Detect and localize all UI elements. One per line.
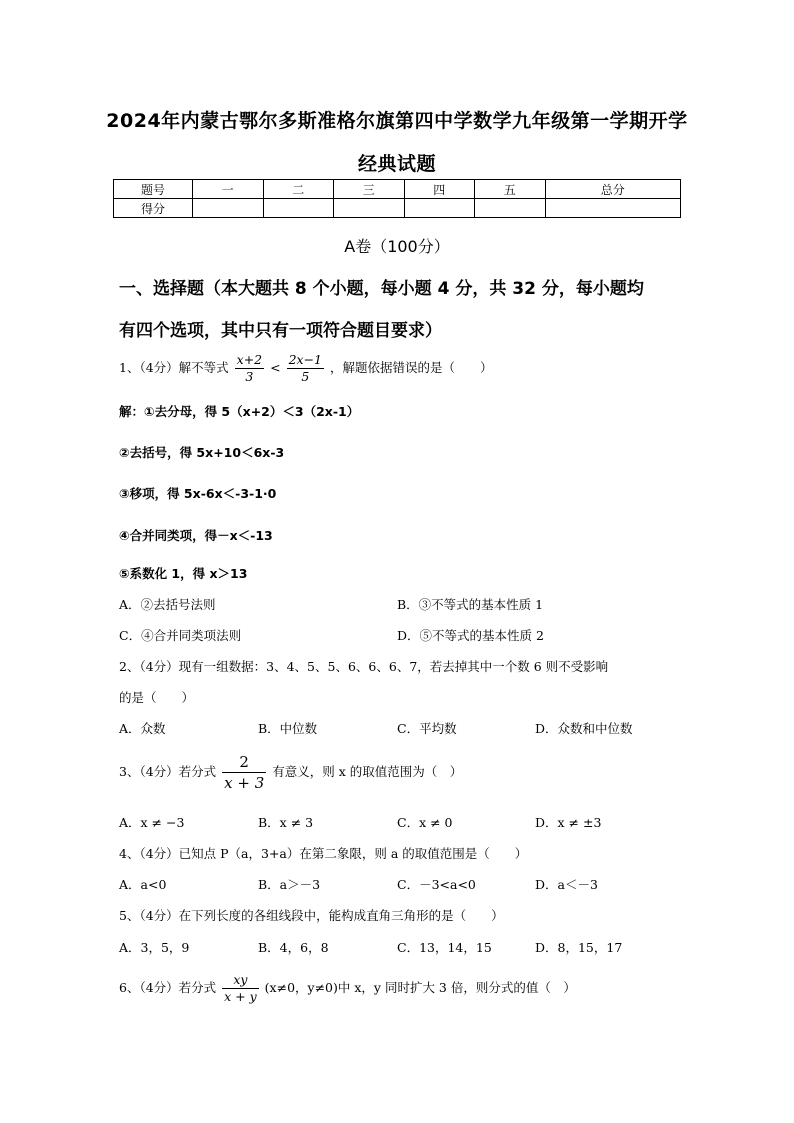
q4-option-c[interactable]: C．－3<a<0 — [397, 877, 476, 892]
q1-fraction-right — [287, 352, 324, 385]
q4-option-b[interactable]: B．a＞－3 — [258, 877, 321, 892]
q1-frac2-denominator: 5 — [301, 369, 310, 384]
q1-step-1: 解：①去分母，得 5（x+2）＜3（2x-1） — [119, 404, 360, 419]
score-header-cell: 五 — [475, 180, 546, 199]
score-cell[interactable] — [545, 199, 681, 218]
q1-suffix: ，解题依据错误的是（ ） — [330, 360, 493, 375]
q6-denominator: x + y — [224, 989, 257, 1004]
score-table — [113, 179, 681, 218]
question-1 — [119, 352, 493, 385]
q3-option-a[interactable]: A．x ≠ −3 — [119, 815, 185, 830]
score-header-cell: 二 — [263, 180, 334, 199]
q1-frac1-numerator: x+2 — [236, 352, 263, 367]
q3-suffix: 有意义，则 x 的取值范围为（ ） — [272, 764, 463, 779]
score-cell[interactable] — [334, 199, 405, 218]
part-header-line1: 一、选择题（本大题共 8 个小题，每小题 4 分，共 32 分，每小题均 — [119, 279, 644, 299]
q6-suffix: (x≠0，y≠0)中 x，y 同时扩大 3 倍，则分式的值（ ） — [264, 980, 576, 995]
q3-prefix: 3、（4分）若分式 — [119, 764, 217, 779]
score-header-cell: 四 — [404, 180, 475, 199]
question-3 — [119, 752, 462, 793]
score-cell[interactable] — [404, 199, 475, 218]
q3-option-b[interactable]: B．x ≠ 3 — [258, 815, 314, 830]
q3-denominator: x + 3 — [224, 774, 265, 792]
q6-fraction — [222, 972, 259, 1005]
section-title: A卷（100分） — [344, 237, 450, 256]
exam-title-line1: 2024年内蒙古鄂尔多斯准格尔旗第四中学数学九年级第一学期开学 — [106, 110, 688, 132]
q4-option-d[interactable]: D．a＜－3 — [535, 877, 598, 892]
q1-step-3: ③移项，得 5x-6x＜-3-1·0 — [119, 486, 277, 501]
q1-step-4: ④合并同类项，得－x＜-13 — [119, 528, 273, 543]
part-header-line2: 有四个选项，其中只有一项符合题目要求） — [119, 321, 442, 341]
q1-less-than: < — [270, 360, 281, 375]
q2-line1: 2、（4分）现有一组数据：3、4、5、5、6、6、6、7，若去掉其中一个数 6 则不受影响 — [119, 659, 609, 674]
q1-step-2: ②去括号，得 5x+10＜6x-3 — [119, 445, 285, 460]
q1-step-5: ⑤系数化 1，得 x＞13 — [119, 566, 248, 581]
q1-option-c[interactable]: C．④合并同类项法则 — [119, 628, 242, 643]
q5-option-c[interactable]: C．13，14，15 — [397, 940, 492, 955]
score-table-score-row — [114, 199, 681, 218]
score-header-cell: 题号 — [114, 180, 193, 199]
score-header-cell: 三 — [334, 180, 405, 199]
q3-fraction — [222, 752, 266, 793]
q1-frac2-numerator: 2x−1 — [288, 352, 323, 367]
q2-option-b[interactable]: B．中位数 — [258, 721, 318, 736]
q5-option-a[interactable]: A．3，5，9 — [119, 940, 190, 955]
score-row-label: 得分 — [114, 199, 193, 218]
q5-option-d[interactable]: D．8，15，17 — [535, 940, 623, 955]
q2-option-a[interactable]: A．众数 — [119, 721, 166, 736]
q1-frac1-denominator: 3 — [245, 369, 254, 384]
q1-option-b[interactable]: B．③不等式的基本性质 1 — [397, 597, 544, 612]
q3-numerator: 2 — [222, 752, 266, 773]
q2-line2: 的是（ ） — [119, 690, 195, 705]
q5-option-b[interactable]: B．4，6，8 — [258, 940, 329, 955]
score-header-cell: 一 — [193, 180, 264, 199]
q6-prefix: 6、（4分）若分式 — [119, 980, 217, 995]
q5-text: 5、（4分）在下列长度的各组线段中，能构成直角三角形的是（ ） — [119, 908, 504, 923]
q1-prefix: 1、（4分）解不等式 — [119, 360, 229, 375]
q6-numerator: xy — [222, 972, 259, 989]
exam-title-line2: 经典试题 — [357, 153, 436, 175]
q2-option-c[interactable]: C．平均数 — [397, 721, 457, 736]
q4-text: 4、（4分）已知点 P（a，3+a）在第二象限，则 a 的取值范围是（ ） — [119, 846, 528, 861]
score-cell[interactable] — [263, 199, 334, 218]
q1-option-d[interactable]: D．⑤不等式的基本性质 2 — [397, 628, 544, 643]
q1-option-a[interactable]: A．②去括号法则 — [119, 597, 216, 612]
q4-option-a[interactable]: A．a<0 — [119, 877, 167, 892]
score-cell[interactable] — [475, 199, 546, 218]
score-header-cell: 总分 — [545, 180, 681, 199]
q2-option-d[interactable]: D．众数和中位数 — [535, 721, 633, 736]
q3-option-c[interactable]: C．x ≠ 0 — [397, 815, 453, 830]
q1-fraction-left — [235, 352, 264, 385]
score-cell[interactable] — [193, 199, 264, 218]
score-table-header-row — [114, 180, 681, 199]
question-6 — [119, 972, 576, 1005]
q3-option-d[interactable]: D．x ≠ ±3 — [535, 815, 602, 830]
